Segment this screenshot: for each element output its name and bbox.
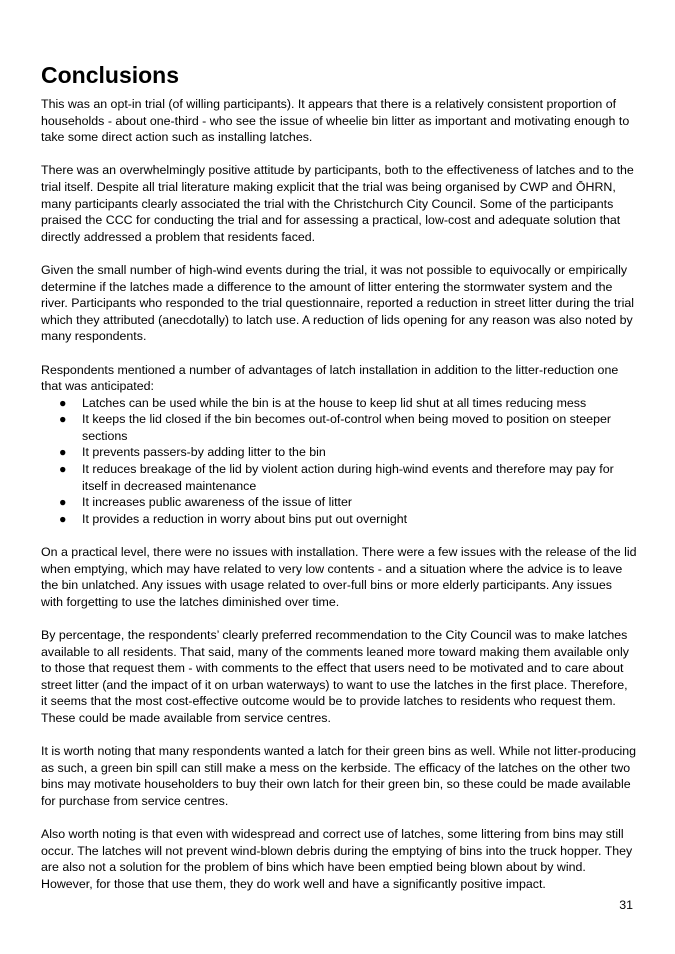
- paragraph-practical-level: On a practical level, there were no issues with installation. There were a few issues with the release of the lid when emptying, which may have related to very low contents - and a situation where the advice is to leave the bin unlatched. Any issues with usage related to over-full bins or more elderly participants. Any issues with forgetting to use the latches diminished over time.: [41, 545, 637, 609]
- list-item: ● It reduces breakage of the lid by violent action during high-wind events and therefore may pay for itself in decreased maintenance: [59, 462, 614, 493]
- list-item: ● It provides a reduction in worry about bins put out overnight: [59, 511, 408, 526]
- list-item: ● It prevents passers-by adding litter to the bin: [59, 445, 326, 460]
- paragraph-high-wind-events: Given the small number of high-wind events during the trial, it was not possible to equivocally or empirically determine if the latches made a difference to the amount of litter entering the stormwater system and the river. Participants who responded to the trial questionnaire, reported a reduction in street litter during the trial which they attributed (anecdotally) to latch use. A reduction of lids opening for any reason was also noted by many respondents.: [41, 262, 635, 344]
- paragraph-final-note: Also worth noting is that even with widespread and correct use of latches, some littering from bins may still occur. The latches will not prevent wind-blown debris during the emptying of bins into the truck hopper. They are also not a solution for the problem of bins which have been emptied being blown about by wind. However, for those that use them, they do work well and have a significantly positive impact.: [41, 827, 633, 891]
- page-number: 31: [619, 898, 633, 912]
- bullet-icon: ●: [59, 462, 67, 477]
- bullet-icon: ●: [59, 445, 67, 460]
- paragraph-positive-attitude: There was an overwhelmingly positive attitude by participants, both to the effectiveness of latches and to the trial itself. Despite all trial literature making explicit that the trial was being organised by CWP and ŌHRN, many participants clearly associated the trial with the Christchurch City Council. Some of the participants praised the CCC for conducting the trial and for assessing a practical, low-cost and adequate solution that directly addressed a problem that residents faced.: [41, 163, 634, 244]
- document-page: [41, 60, 637, 893]
- list-item: ● It keeps the lid closed if the bin becomes out-of-control when being moved to position on steeper sections: [59, 412, 611, 443]
- bullet-icon: ●: [59, 395, 67, 410]
- paragraph-recommendation: By percentage, the respondents’ clearly preferred recommendation to the City Council was to make latches available to all residents. That said, many of the comments leaned more toward making them available only to those that request them - with comments to the effect that users need to be motivated and to care about street litter (and the impact of it on urban waterways) to want to use the latches in the first place. Therefore, it seems that the most cost-effective outcome would be to provide latches to residents who request them. These could be made available from service centres.: [41, 628, 629, 725]
- bullet-icon: ●: [59, 511, 67, 526]
- bullet-icon: ●: [59, 495, 67, 510]
- paragraph-opt-in-trial: This was an opt-in trial (of willing participants). It appears that there is a relatively consistent proportion of households - about one-third - who see the issue of wheelie bin litter as important and motivating enough to take some direct action such as installing latches.: [41, 97, 630, 145]
- advantages-list: [41, 395, 637, 528]
- paragraph-advantages-intro: Respondents mentioned a number of advantages of latch installation in addition to the litter-reduction one that was anticipated:: [41, 362, 619, 394]
- paragraph-green-bins: It is worth noting that many respondents wanted a latch for their green bins as well. While not litter-producing as such, a green bin spill can still make a mess on the kerbside. The efficacy of the latches on the other two bins may motivate householders to buy their own latch for their green bin, so these could be made available for purchase from service centres.: [41, 744, 637, 808]
- list-item: ● Latches can be used while the bin is at the house to keep lid shut at all times reducing mess: [59, 395, 587, 410]
- bullet-icon: ●: [59, 412, 67, 427]
- list-item: ● It increases public awareness of the issue of litter: [59, 495, 352, 510]
- section-heading: Conclusions: [41, 62, 180, 88]
